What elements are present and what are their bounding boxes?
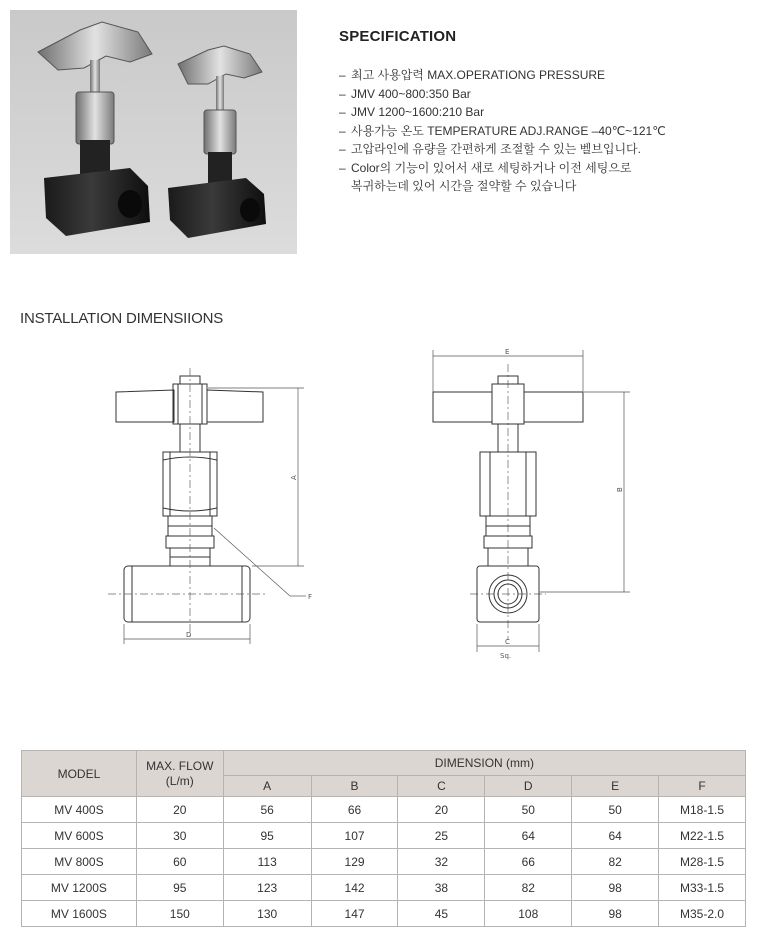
cell-flow: 95 bbox=[136, 875, 223, 901]
header-max-flow: MAX. FLOW (L/m) bbox=[136, 751, 223, 797]
spec-item: – Color의 기능이 있어서 새로 세팅하거나 이전 세팅으로 복귀하는데 있어 시간을 절약할 수 있습니다 bbox=[339, 159, 749, 196]
cell-b: 147 bbox=[311, 901, 398, 927]
cell-e: 82 bbox=[572, 849, 659, 875]
cell-model: MV 1200S bbox=[22, 875, 137, 901]
cell-f: M18-1.5 bbox=[659, 797, 746, 823]
header-model: MODEL bbox=[22, 751, 137, 797]
header-col-b: B bbox=[311, 776, 398, 797]
spec-item: – 최고 사용압력 MAX.OPERATIONG PRESSURE bbox=[339, 66, 749, 85]
product-photo bbox=[10, 10, 297, 254]
table-row bbox=[22, 823, 746, 849]
dimension-a-label: A bbox=[290, 475, 298, 480]
header-col-a: A bbox=[223, 776, 311, 797]
cell-d: 64 bbox=[485, 823, 572, 849]
spec-item: – 고압라인에 유량을 간편하게 조절할 수 있는 벨브입니다. bbox=[339, 140, 749, 159]
dimension-d-label: D bbox=[186, 631, 192, 639]
cell-b: 142 bbox=[311, 875, 398, 901]
spec-item: – JMV 400~800:350 Bar bbox=[339, 85, 749, 104]
cell-f: M28-1.5 bbox=[659, 849, 746, 875]
header-dimension: DIMENSION (mm) bbox=[223, 751, 745, 776]
cell-e: 98 bbox=[572, 875, 659, 901]
cell-model: MV 800S bbox=[22, 849, 137, 875]
cell-f: M35-2.0 bbox=[659, 901, 746, 927]
cell-d: 82 bbox=[485, 875, 572, 901]
header-col-d: D bbox=[485, 776, 572, 797]
cell-a: 113 bbox=[223, 849, 311, 875]
cell-b: 66 bbox=[311, 797, 398, 823]
cell-b: 129 bbox=[311, 849, 398, 875]
cell-d: 66 bbox=[485, 849, 572, 875]
cell-model: MV 600S bbox=[22, 823, 137, 849]
table-row bbox=[22, 901, 746, 927]
header-col-c: C bbox=[398, 776, 485, 797]
dimension-drawing bbox=[0, 340, 764, 670]
front-view bbox=[116, 376, 263, 622]
cell-a: 56 bbox=[223, 797, 311, 823]
cell-c: 38 bbox=[398, 875, 485, 901]
specification-title: SPECIFICATION bbox=[339, 28, 457, 45]
large-valve-image bbox=[38, 22, 152, 236]
cell-flow: 20 bbox=[136, 797, 223, 823]
table-row bbox=[22, 797, 746, 823]
needle-valve-photo bbox=[10, 10, 297, 254]
cell-model: MV 1600S bbox=[22, 901, 137, 927]
cell-b: 107 bbox=[311, 823, 398, 849]
dimension-table bbox=[21, 750, 746, 927]
cell-c: 45 bbox=[398, 901, 485, 927]
cell-e: 50 bbox=[572, 797, 659, 823]
cell-d: 108 bbox=[485, 901, 572, 927]
leader-f-line bbox=[214, 528, 306, 596]
spec-item: – JMV 1200~1600:210 Bar bbox=[339, 103, 749, 122]
cell-flow: 30 bbox=[136, 823, 223, 849]
specification-list bbox=[339, 66, 749, 196]
cell-flow: 150 bbox=[136, 901, 223, 927]
cell-a: 123 bbox=[223, 875, 311, 901]
dimension-c-label: C bbox=[505, 638, 510, 646]
cell-e: 64 bbox=[572, 823, 659, 849]
cell-c: 20 bbox=[398, 797, 485, 823]
cell-a: 130 bbox=[223, 901, 311, 927]
cell-e: 98 bbox=[572, 901, 659, 927]
dimension-sq-label: Sq. bbox=[500, 652, 512, 660]
cell-model: MV 400S bbox=[22, 797, 137, 823]
header-col-e: E bbox=[572, 776, 659, 797]
table-row bbox=[22, 875, 746, 901]
cell-c: 32 bbox=[398, 849, 485, 875]
table-row bbox=[22, 849, 746, 875]
dimension-b-label: B bbox=[616, 487, 624, 492]
cell-a: 95 bbox=[223, 823, 311, 849]
dimension-e-label: E bbox=[505, 348, 510, 356]
cell-d: 50 bbox=[485, 797, 572, 823]
cell-flow: 60 bbox=[136, 849, 223, 875]
spec-item: – 사용가능 온도 TEMPERATURE ADJ.RANGE –40℃~121℃ bbox=[339, 122, 749, 141]
cell-c: 25 bbox=[398, 823, 485, 849]
cell-f: M22-1.5 bbox=[659, 823, 746, 849]
installation-title: INSTALLATION DIMENSIIONS bbox=[20, 310, 224, 327]
header-col-f: F bbox=[659, 776, 746, 797]
small-valve-image bbox=[168, 46, 266, 238]
cell-f: M33-1.5 bbox=[659, 875, 746, 901]
dimension-f-label: F bbox=[308, 593, 313, 601]
